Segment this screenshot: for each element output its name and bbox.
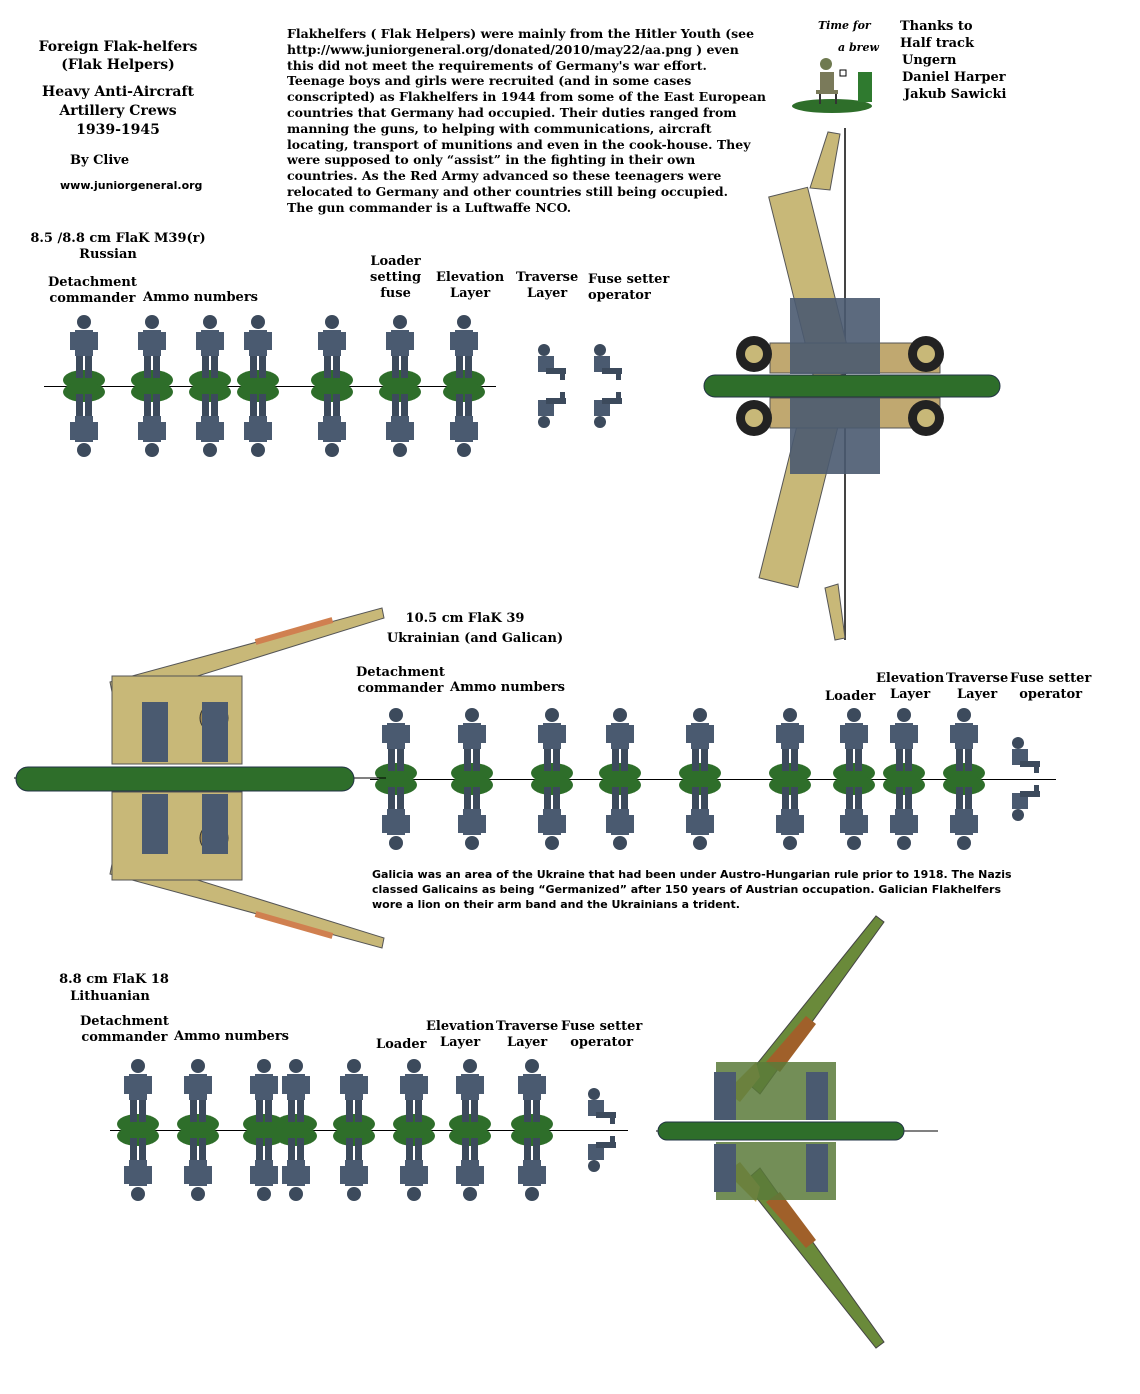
galicia-note: Galicia was an area of the Ukraine that had been under Austro-Hungarian rule prior to 1918. The Nazis classed Galicains as being “Germanized” after 150 years of Austrian occupation. Galician Flakhelfers wore a lion on their arm band and the Ukrainians a trident. (372, 868, 1012, 911)
label-detachment-commander: Detachment commander (48, 275, 137, 306)
label-elevation-layer: Elevation Layer (876, 671, 945, 702)
gun-name: 10.5 cm FlaK 39 (405, 611, 525, 626)
subtitle-line-1: Heavy Anti-Aircraft (41, 84, 194, 100)
crew-figure-icon (766, 699, 814, 859)
nationality: Ukrainian (and Galican) (386, 631, 564, 646)
crew-figure-icon (186, 306, 234, 466)
label-ammo-numbers: Ammo numbers (143, 290, 258, 305)
thanks-name: Ungern (902, 53, 957, 68)
flak-m39-gun-icon (690, 128, 1020, 648)
label-fuse-setter: Fuse setter operator (561, 1019, 643, 1050)
label-elevation-layer: Elevation Layer (426, 1019, 495, 1050)
website-link[interactable]: www.juniorgeneral.org (60, 179, 203, 192)
nationality: Russian (79, 247, 137, 262)
crew-figure-icon (60, 306, 108, 466)
crew-figure-icon (114, 1050, 162, 1210)
subtitle-line-2: Artillery Crews (59, 103, 177, 119)
label-traverse-layer: Traverse Layer (496, 1019, 559, 1050)
crew-figure-icon (234, 306, 282, 466)
cartoon-caption-1: Time for (818, 19, 871, 32)
crew-figure-icon (128, 306, 176, 466)
crew-figure-icon (376, 306, 424, 466)
intro-paragraph: Flakhelfers ( Flak Helpers) were mainly from the Hitler Youth (see http://www.juniorgeneral.org/donated/2010/may22/aa.png ) even this did not meet the requirements of Germany's war effort. Teenage boys and girls were recruited (and in some cases conscripted) as Flakhelfers in 1944 from some of the East European countries that Germany had occupied. Their duties ranged from manning the guns, to helping with communications, aircraft locating, transport of munitions and even in the cook-house. They were supposed to only “assist” in the fighting in their own countries. As the Red Army advanced so these teenagers were relocated to Germany and other countries still being occupied. (287, 26, 767, 199)
flak-18-gun-icon (656, 912, 938, 1352)
crew-figure-icon (330, 1050, 378, 1210)
crew-figure-icon (448, 699, 496, 859)
soldier-drinking-tea-icon (790, 50, 880, 114)
crew-figure-icon (508, 1050, 556, 1210)
label-loader: Loader (376, 1037, 427, 1052)
label-loader: Loader setting fuse (370, 254, 422, 301)
author: By Clive (70, 153, 130, 168)
nationality: Lithuanian (70, 989, 150, 1004)
crew-figure-icon (940, 699, 988, 859)
seated-crew-figure-icon (574, 1050, 622, 1210)
crew-figure-icon (528, 699, 576, 859)
crew-figure-icon (440, 306, 488, 466)
crew-figure-icon (308, 306, 356, 466)
crew-figure-icon (272, 1050, 320, 1210)
label-elevation-layer: Elevation Layer (436, 270, 505, 301)
seated-crew-figure-icon (524, 306, 572, 466)
commander-note: The gun commander is a Luftwaffe NCO. (287, 199, 572, 215)
title-line-1: Foreign Flak-helfers (38, 39, 198, 55)
crew-figure-icon (880, 699, 928, 859)
seated-crew-figure-icon (998, 699, 1046, 859)
flak-39-gun-icon (14, 606, 386, 952)
gun-name: 8.5 /8.8 cm FlaK M39(r) (30, 231, 206, 246)
subtitle-line-3: 1939-1945 (76, 122, 160, 138)
label-ammo-numbers: Ammo numbers (174, 1029, 289, 1044)
seated-crew-figure-icon (580, 306, 628, 466)
page-title (18, 38, 218, 74)
label-fuse-setter: Fuse setter operator (588, 272, 670, 303)
label-ammo-numbers: Ammo numbers (450, 680, 565, 695)
crew-figure-icon (596, 699, 644, 859)
thanks-heading: Thanks to (900, 19, 973, 34)
label-fuse-setter: Fuse setter operator (1010, 671, 1092, 702)
crew-figure-icon (446, 1050, 494, 1210)
cartoon-caption-2: a brew (838, 41, 879, 54)
label-detachment-commander: Detachment commander (80, 1014, 169, 1045)
label-loader: Loader (825, 689, 876, 704)
label-detachment-commander: Detachment commander (356, 665, 445, 696)
thanks-name: Jakub Sawicki (904, 87, 1007, 102)
crew-figure-icon (676, 699, 724, 859)
page-subtitle (18, 83, 218, 140)
thanks-name: Daniel Harper (902, 70, 1006, 85)
label-traverse-layer: Traverse Layer (516, 270, 579, 301)
title-line-2: (Flak Helpers) (61, 57, 175, 73)
crew-figure-icon (830, 699, 878, 859)
crew-figure-icon (174, 1050, 222, 1210)
label-traverse-layer: Traverse Layer (946, 671, 1009, 702)
gun-name: 8.8 cm FlaK 18 (59, 972, 169, 987)
thanks-list (900, 18, 1006, 103)
thanks-name: Half track (900, 36, 974, 51)
crew-figure-icon (390, 1050, 438, 1210)
